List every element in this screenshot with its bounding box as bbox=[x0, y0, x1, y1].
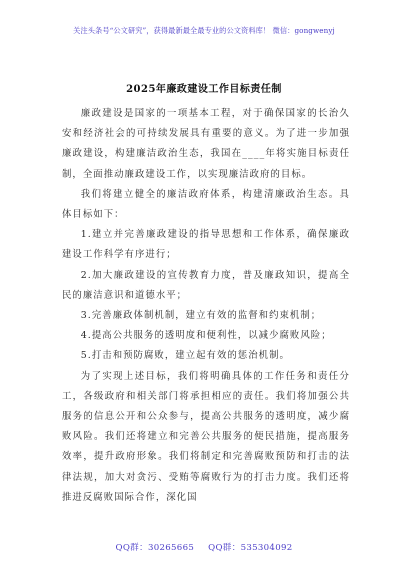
promo-banner[interactable]: 关注头条号“公文研究”，获得最新最全最专业的公文资料库！ 微信：gongwenyj bbox=[73, 26, 335, 35]
document-body bbox=[62, 104, 350, 508]
goal-item-5: 5.打击和预防腐败，建立起有效的惩治机制。 bbox=[80, 350, 290, 362]
qq-group-2[interactable]: QQ群：535304092 bbox=[208, 543, 293, 553]
paragraph-goals-lead: 我们将建立健全的廉洁政府体系，构建清廉政治生态。具体目标如下： bbox=[62, 188, 350, 221]
footer-contacts bbox=[0, 541, 408, 553]
document-title: 2025年廉政建设工作目标责任制 bbox=[126, 84, 282, 95]
goal-item-4: 4.提高公共服务的透明度和便利性，以减少腐败风险； bbox=[80, 330, 332, 342]
paragraph-intro: 廉政建设是国家的一项基本工程，对于确保国家的长治久安和经济社会的可持续发展具有重要的意义。为了进一步加强廉政建设，构建廉洁政治生态，我国在____年将实施目标责任制，全面推动廉政建设工作，以实现廉洁政府的目标。 bbox=[62, 108, 350, 180]
qq-group-1[interactable]: QQ群：30265665 bbox=[115, 543, 195, 553]
paragraph-measures: 为了实现上述目标，我们将明确具体的工作任务和责任分工，各级政府和相关部门将承担相应的责任。我们将加强公共服务的信息公开和公众参与，提高公共服务的透明度，减少腐败风险。我们还将建立和完善公共服务的便民措施，提高服务效率，提升政府形象。我们将制定和完善腐败预防和打击的法律法规，加大对贪污、受贿等腐败行为的打击力度。我们还将推进反腐败国际合作，深化国 bbox=[62, 370, 350, 503]
goal-item-2: 2.加大廉政建设的宣传教育力度，普及廉政知识，提高全民的廉洁意识和道德水平； bbox=[62, 269, 350, 301]
goal-item-1: 1.建立并完善廉政建设的指导思想和工作体系，确保廉政建设工作科学有序进行； bbox=[62, 229, 350, 261]
goal-item-3: 3.完善廉政体制机制，建立有效的监督和约束机制； bbox=[80, 310, 322, 322]
